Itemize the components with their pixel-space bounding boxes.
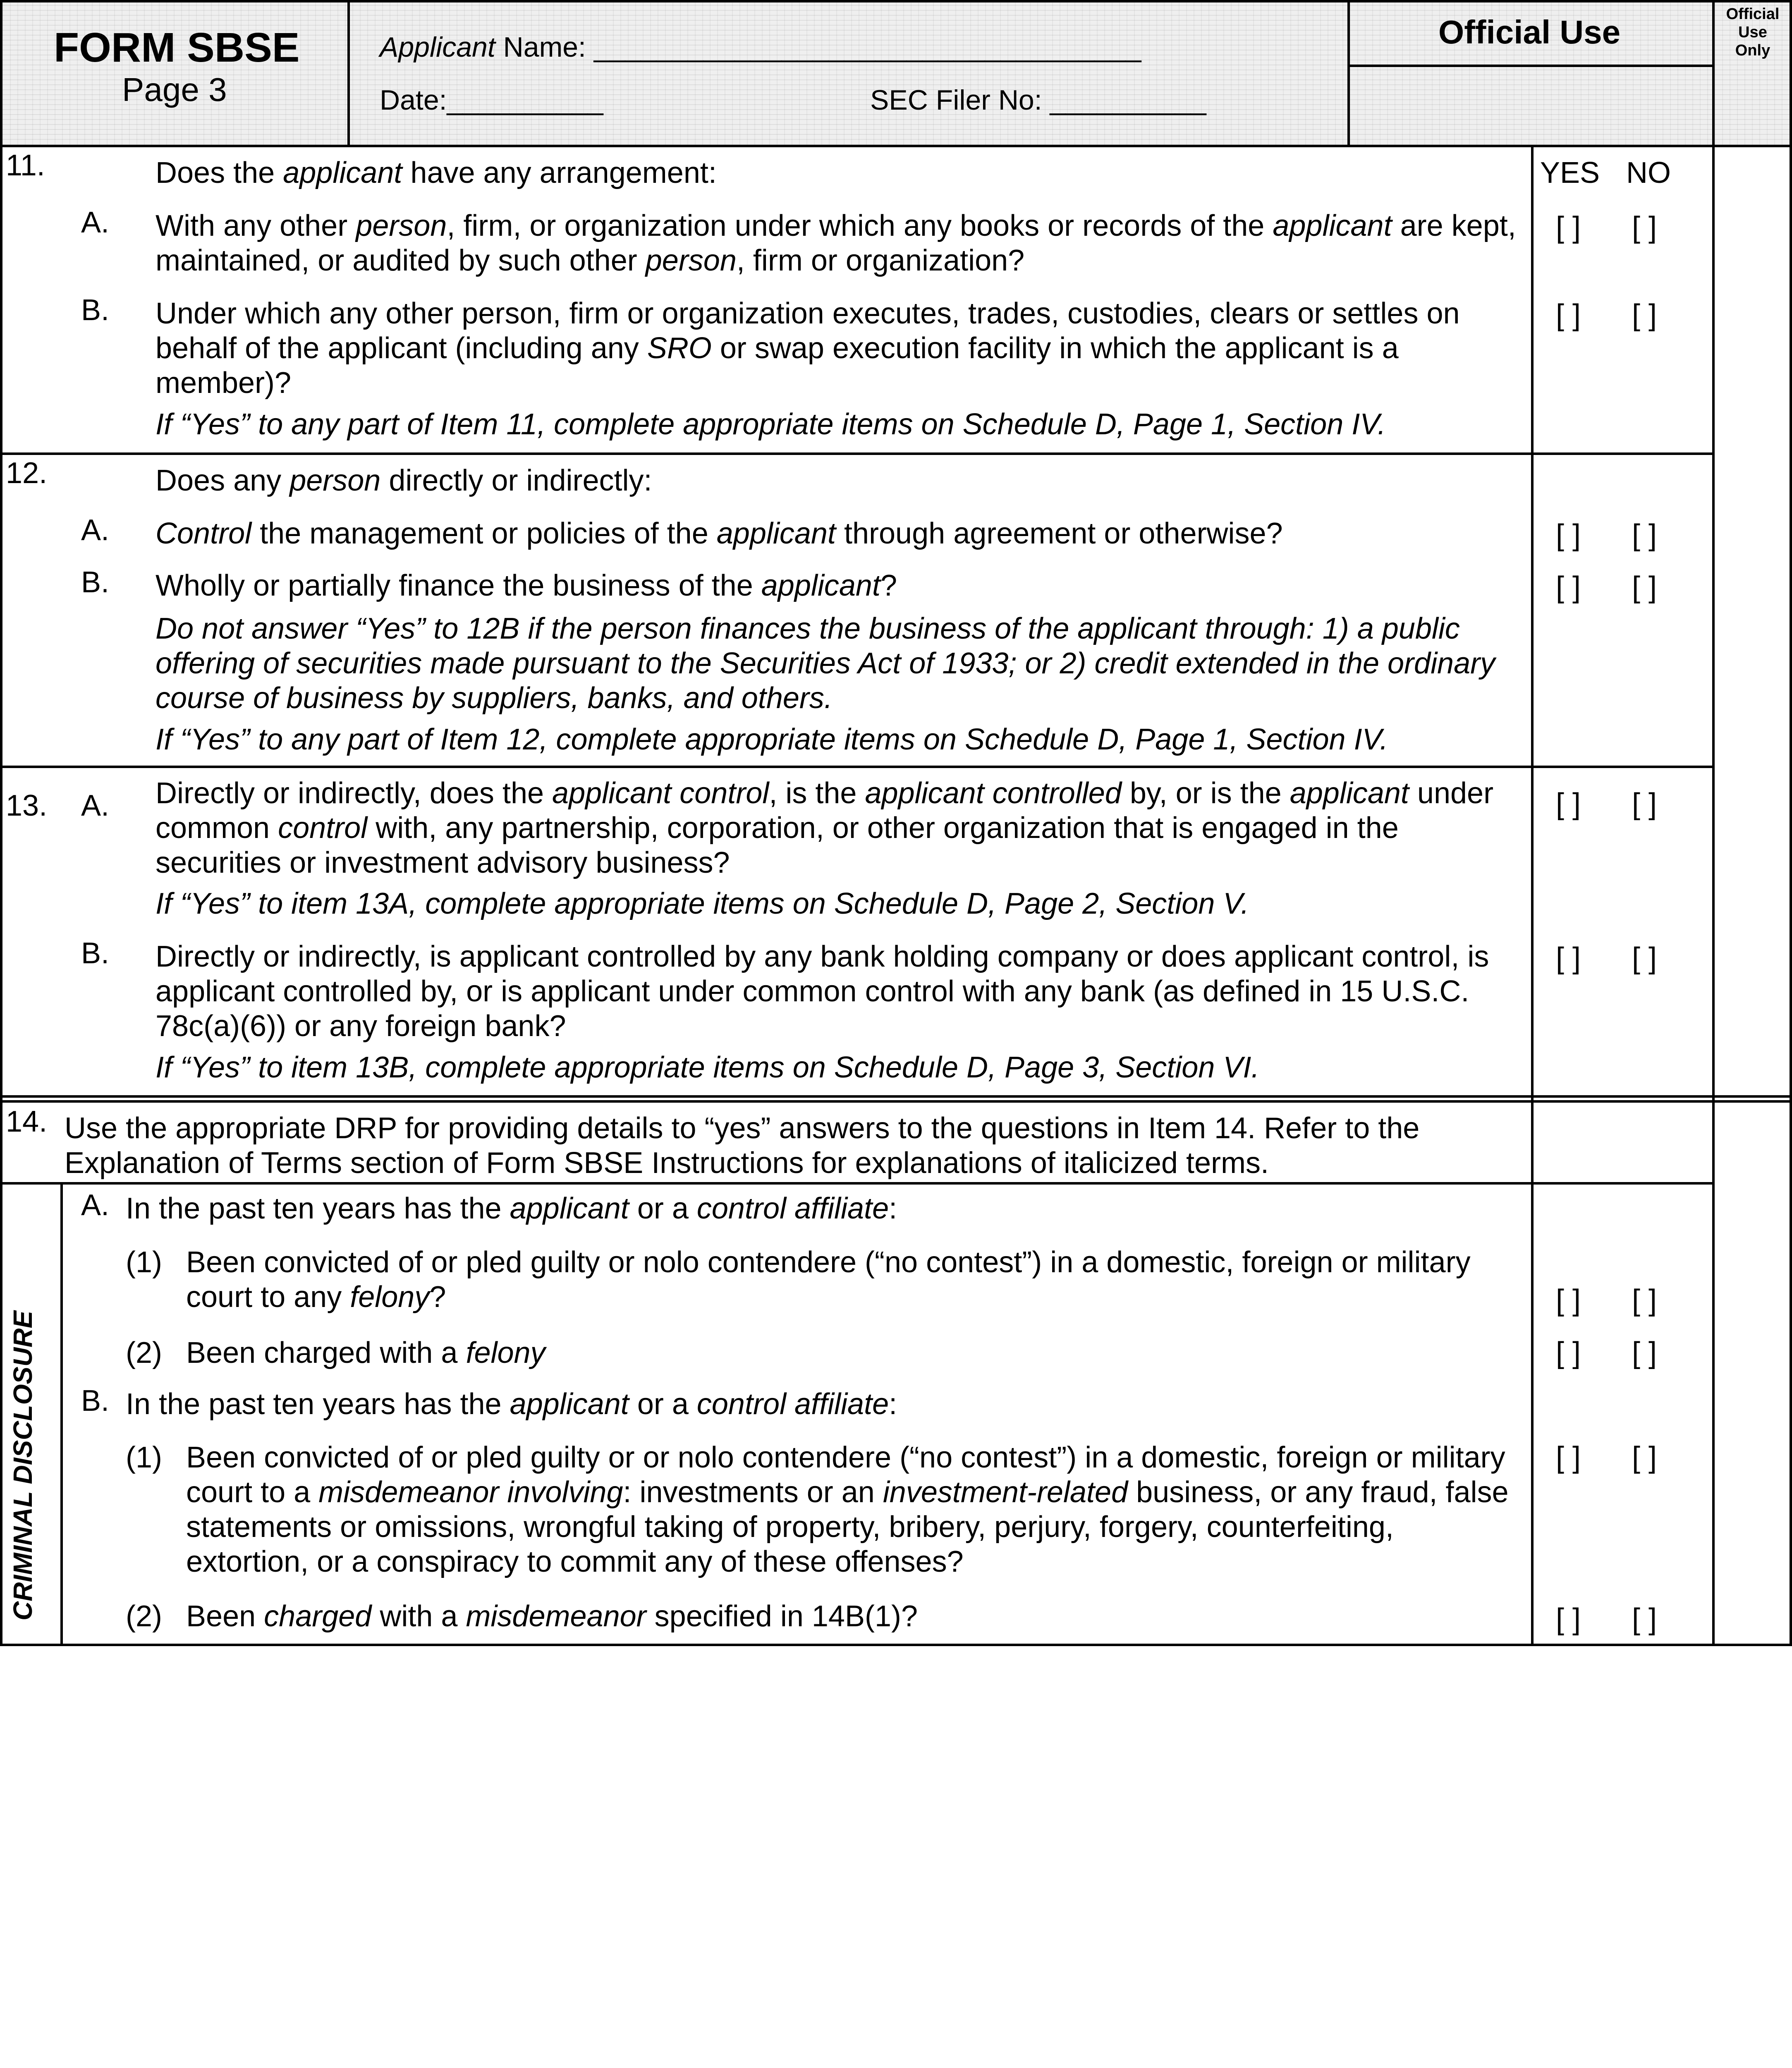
criminal-disclosure-label: CRIMINAL DISCLOSURE <box>8 1310 38 1620</box>
item-13a-instruction: If “Yes” to item 13A, complete appropriate items on Schedule D, Page 2, Section V. <box>156 887 1249 920</box>
row-divider <box>0 1100 1792 1103</box>
row-divider <box>0 766 1715 768</box>
official-column-divider <box>1712 145 1715 1646</box>
item-12-number: 12. <box>6 457 48 490</box>
item-14a-letter: A. <box>81 1189 110 1222</box>
applicant-label: Applicant <box>380 31 495 63</box>
left-border <box>0 145 2 1646</box>
item-11a-letter: A. <box>81 206 110 239</box>
item-14b-text: In the past ten years has the applicant or a control affiliate: <box>126 1388 897 1421</box>
header-divider <box>1712 0 1715 147</box>
item-12a-no-checkbox[interactable]: [ ] <box>1632 519 1657 552</box>
item-14-intro: Use the appropriate DRP for providing details to “yes” answers to the questions in Item 14. Refer to the Explanation of Terms section of Form SBSE Instructions for explanations of italicized terms. <box>65 1112 1420 1180</box>
item-14a2-text: Been charged with a felony <box>186 1336 545 1369</box>
applicant-name-line[interactable]: ___________________________________ <box>593 31 1141 63</box>
date-field[interactable] <box>380 83 603 117</box>
item-11-instruction: If “Yes” to any part of Item 11, complete appropriate items on Schedule D, Page 1, Section IV. <box>156 408 1386 441</box>
item-12b-no-checkbox[interactable]: [ ] <box>1632 571 1657 604</box>
item-11b-text: Under which any other person, firm or organization executes, trades, custodies, clears or settles on behalf of the applicant (including any SRO or swap execution facility in which the applicant is a member)? <box>156 297 1460 400</box>
item-13a-letter: A. <box>81 789 110 822</box>
row-divider <box>0 1182 1715 1185</box>
item-13a-text: Directly or indirectly, does the applicant control, is the applicant controlled by, or is the applicant under common control with, any partnership, corporation, or other organization that is engaged in the securities or investment advisory business? <box>156 777 1494 879</box>
item-11-question: Does the applicant have any arrangement: <box>156 156 717 189</box>
item-14a1-no-checkbox[interactable]: [ ] <box>1632 1284 1657 1317</box>
date-label: Date: <box>380 84 447 116</box>
item-11a-no-checkbox[interactable]: [ ] <box>1632 211 1657 244</box>
official-use-title: Official Use <box>1438 14 1621 50</box>
item-12a-yes-checkbox[interactable]: [ ] <box>1556 519 1581 552</box>
name-label: Name: <box>495 31 594 63</box>
item-12-question: Does any person directly or indirectly: <box>156 464 652 497</box>
item-11a-yes-checkbox[interactable]: [ ] <box>1556 211 1581 244</box>
item-14a1-text: Been convicted of or pled guilty or nolo contendere (“no contest”) in a domestic, foreign or military court to any felony? <box>186 1246 1471 1314</box>
item-14b1-number: (1) <box>126 1441 162 1474</box>
item-11-number: 11. <box>6 149 45 182</box>
header-divider <box>1347 0 1350 147</box>
item-14b2-text: Been charged with a misdemeanor specified in 14B(1)? <box>186 1600 918 1633</box>
item-14b1-text: Been convicted of or pled guilty or or nolo contendere (“no contest”) in a domestic, foreign or military court to a misdemeanor involving: investments or an investment-related business, or any fraud, false statements or omissions, wrongful taking of property, bribery, perjury, forgery, counterfeiting, extortion, or a conspiracy to commit any of these offenses? <box>186 1441 1509 1578</box>
item-12a-text: Control the management or policies of the applicant through agreement or otherwise? <box>156 517 1283 550</box>
item-12-instruction: If “Yes” to any part of Item 12, complete appropriate items on Schedule D, Page 1, Section IV. <box>156 723 1388 756</box>
item-12b-note: Do not answer “Yes” to 12B if the person finances the business of the applicant through: 1) a public offering of securities made pursuant to the Securities Act of 1933; or 2) credit extended in the ordinary course of business by suppliers, banks, and others. <box>156 612 1495 715</box>
disclosure-label-divider <box>60 1182 63 1646</box>
answer-column-divider <box>1531 145 1534 1646</box>
form-title: FORM SBSE <box>54 24 300 71</box>
row-divider <box>0 1095 1792 1098</box>
no-header: NO <box>1626 156 1671 189</box>
row-divider <box>0 452 1715 455</box>
item-13b-letter: B. <box>81 937 110 970</box>
item-14b-letter: B. <box>81 1384 110 1417</box>
item-11b-no-checkbox[interactable]: [ ] <box>1632 299 1657 332</box>
item-14b1-yes-checkbox[interactable]: [ ] <box>1556 1441 1581 1474</box>
form-bottom-border <box>0 1644 1792 1646</box>
right-border <box>1790 1100 1792 1646</box>
item-14a2-no-checkbox[interactable]: [ ] <box>1632 1336 1657 1369</box>
item-13b-text: Directly or indirectly, is applicant controlled by any bank holding company or does applicant control, is applicant controlled by, or is applicant under common control with any bank (as defined in 15 U.S.C. 78c(a)(6)) or any foreign bank? <box>156 940 1489 1043</box>
item-13-number: 13. <box>6 789 48 822</box>
header-divider <box>347 0 350 147</box>
item-13b-no-checkbox[interactable]: [ ] <box>1632 942 1657 975</box>
item-14a2-yes-checkbox[interactable]: [ ] <box>1556 1336 1581 1369</box>
item-13b-yes-checkbox[interactable]: [ ] <box>1556 942 1581 975</box>
sec-filer-field[interactable] <box>870 83 1206 117</box>
sec-filer-line[interactable]: __________ <box>1050 84 1206 116</box>
item-14b2-no-checkbox[interactable]: [ ] <box>1632 1603 1657 1636</box>
item-12b-text: Wholly or partially finance the business of the applicant? <box>156 569 897 602</box>
item-12b-yes-checkbox[interactable]: [ ] <box>1556 571 1581 604</box>
item-11b-letter: B. <box>81 294 110 327</box>
item-13a-no-checkbox[interactable]: [ ] <box>1632 787 1657 821</box>
item-14b2-yes-checkbox[interactable]: [ ] <box>1556 1603 1581 1636</box>
official-use-only-label: Official Use Only <box>1726 5 1780 59</box>
right-border <box>1790 65 1792 1101</box>
item-13a-yes-checkbox[interactable]: [ ] <box>1556 787 1581 821</box>
applicant-name-field[interactable] <box>380 30 1141 65</box>
item-14a2-number: (2) <box>126 1336 162 1369</box>
item-14-number: 14. <box>6 1105 48 1138</box>
item-14a1-yes-checkbox[interactable]: [ ] <box>1556 1284 1581 1317</box>
item-14a1-number: (1) <box>126 1246 162 1279</box>
header-divider <box>1347 65 1713 67</box>
page-label: Page 3 <box>122 71 227 108</box>
date-line[interactable]: __________ <box>447 84 603 116</box>
item-14b1-no-checkbox[interactable]: [ ] <box>1632 1441 1657 1474</box>
item-14a-text: In the past ten years has the applicant or a control affiliate: <box>126 1192 897 1225</box>
item-13b-instruction: If “Yes” to item 13B, complete appropriate items on Schedule D, Page 3, Section VI. <box>156 1051 1260 1084</box>
item-14b2-number: (2) <box>126 1600 162 1633</box>
item-12b-letter: B. <box>81 566 110 599</box>
item-11a-text: With any other person, firm, or organization under which any books or records of the applicant are kept, maintained, or audited by such other person, firm or organization? <box>156 209 1516 277</box>
yes-header: YES <box>1540 156 1600 189</box>
item-11b-yes-checkbox[interactable]: [ ] <box>1556 299 1581 332</box>
item-12a-letter: A. <box>81 514 110 547</box>
sec-filer-label: SEC Filer No: <box>870 84 1050 116</box>
